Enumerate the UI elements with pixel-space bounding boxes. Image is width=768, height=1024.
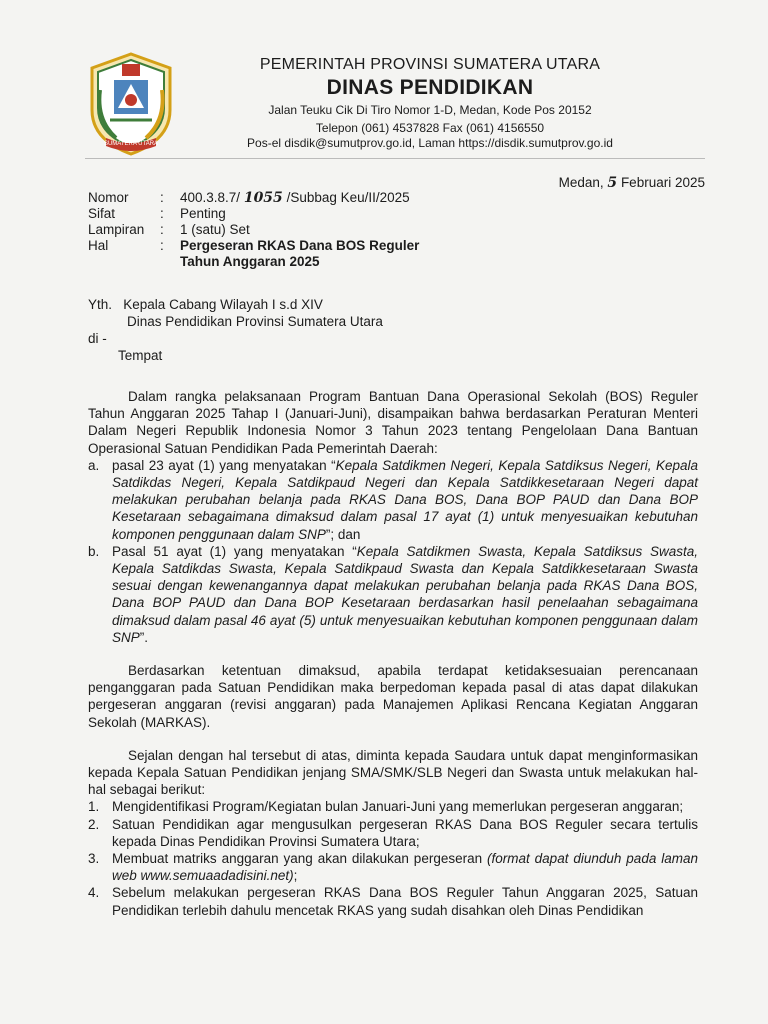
list-item-a: a. pasal 23 ayat (1) yang menyatakan “Kepala Satdikmen Negeri, Kepala Satdiksus Negeri, Kepala Satdikdas Negeri, Kepala Satdikpaud Negeri dan Kepala Satdikkesetaraan Negeri dapat melakukan perubahan belanja pada RKAS Dana BOS, Dana BOP PAUD dan Dana BOP Kesetaraan sebagaimana dimaksud dalam pasal 17 ayat (1) untuk menyesuaikan kebutuhan komponen penggunaan dalam SNP”; dan	[88, 457, 698, 542]
meta-sifat: Sifat : Penting	[88, 206, 226, 221]
list-item-b: b. Pasal 51 ayat (1) yang menyatakan “Kepala Satdikmen Swasta, Kepala Satdiksus Swasta, Kepala Satdikdas Swasta, Kepala Satdikpaud Swasta dan Kepala Satdikkesetaraan Swasta sesuai dengan kewenangannya dapat melakukan perubahan belanja pada RKAS Dana BOS, Dana BOP PAUD dan Dana BOP Kesetaraan berdasarkan hasil penelaahan sebagaimana dimaksud dalam pasal 46 ayat (5) untuk menyesuaikan kebutuhan komponen penggunaan dalam SNP”.	[88, 543, 698, 645]
list-item-3: 3. Membuat matriks anggaran yang akan dilakukan pergeseran (format dapat diunduh pada laman web www.semuaadadisini.net);	[88, 851, 699, 884]
paragraph-intro: Dalam rangka pelaksanaan Program Bantuan Dana Operasional Sekolah (BOS) Reguler Tahun Anggaran 2025 Tahap I (Januari-Juni), disampaikan bahwa berdasarkan Peraturan Menteri Dalam Negeri Republik Indonesia Nomor 3 Tahun 2023 tentang Pengelolaan Dana Bantuan Operasional Satuan Pendidikan Pada Pemerintah Daerah:	[88, 389, 698, 456]
letterhead-address: Jalan Teuku Cik Di Tiro Nomor 1-D, Medan, Kode Pos 20152	[268, 103, 592, 117]
letter-meta	[88, 190, 419, 270]
meta-lampiran: Lampiran : 1 (satu) Set	[88, 222, 250, 237]
letterhead-divider	[85, 158, 705, 159]
meta-nomor: Nomor : 400.3.8.7/ 1055 /Subbag Keu/II/2025	[88, 190, 410, 206]
letter-date: Medan, 5 Februari 2025	[558, 175, 705, 191]
svg-text:SUMATERA UTARA: SUMATERA UTARA	[103, 141, 159, 147]
paragraph-basis: Berdasarkan ketentuan dimaksud, apabila terdapat ketidaksesuaian perencanaan penganggaran pada Satuan Pendidikan maka berpedoman kepada pasal di atas dapat dilakukan pergeseran anggaran (revisi anggaran) pada Manajemen Aplikasi Rencana Kegiatan Anggaran Sekolah (MARKAS).	[88, 663, 698, 730]
handwritten-day: 5	[607, 175, 618, 191]
meta-hal: Hal : Pergeseran RKAS Dana BOS Reguler Tahun Anggaran 2025	[88, 238, 420, 269]
list-item-2: 2. Satuan Pendidikan agar mengusulkan pergeseran RKAS Dana BOS Reguler secara tertulis kepada Dinas Pendidikan Provinsi Sumatera Utara;	[88, 816, 698, 849]
paragraph-request: Sejalan dengan hal tersebut di atas, diminta kepada Saudara untuk dapat menginformasikan kepada Kepala Satuan Pendidikan jenjang SMA/SMK/SLB Negeri dan Swasta untuk melakukan hal-hal sebagai berikut:	[88, 747, 698, 798]
list-item-1: 1. Mengidentifikasi Program/Kegiatan bulan Januari-Juni yang memerlukan pergeseran anggaran;	[88, 799, 684, 815]
list-item-4: 4. Sebelum melakukan pergeseran RKAS Dana BOS Reguler Tahun Anggaran 2025, Satuan Pendidikan terlebih dahulu mencetak RKAS yang sudah disahkan oleh Dinas Pendidikan	[88, 885, 698, 918]
letter-body	[88, 388, 698, 919]
recipient-block: Yth. Kepala Cabang Wilayah I s.d XIV Dinas Pendidikan Provinsi Sumatera Utara di - Tempat	[88, 297, 383, 363]
letterhead-phone: Telepon (061) 4537828 Fax (061) 4156550	[315, 121, 545, 135]
province-seal-logo	[86, 50, 176, 156]
letterhead-agency: DINAS PENDIDIKAN	[326, 76, 534, 99]
handwritten-number: 1055	[243, 190, 283, 206]
letterhead-contact: Pos-el disdik@sumutprov.go.id, Laman https://disdik.sumutprov.go.id	[247, 136, 613, 150]
letterhead-government: PEMERINTAH PROVINSI SUMATERA UTARA	[259, 56, 601, 73]
